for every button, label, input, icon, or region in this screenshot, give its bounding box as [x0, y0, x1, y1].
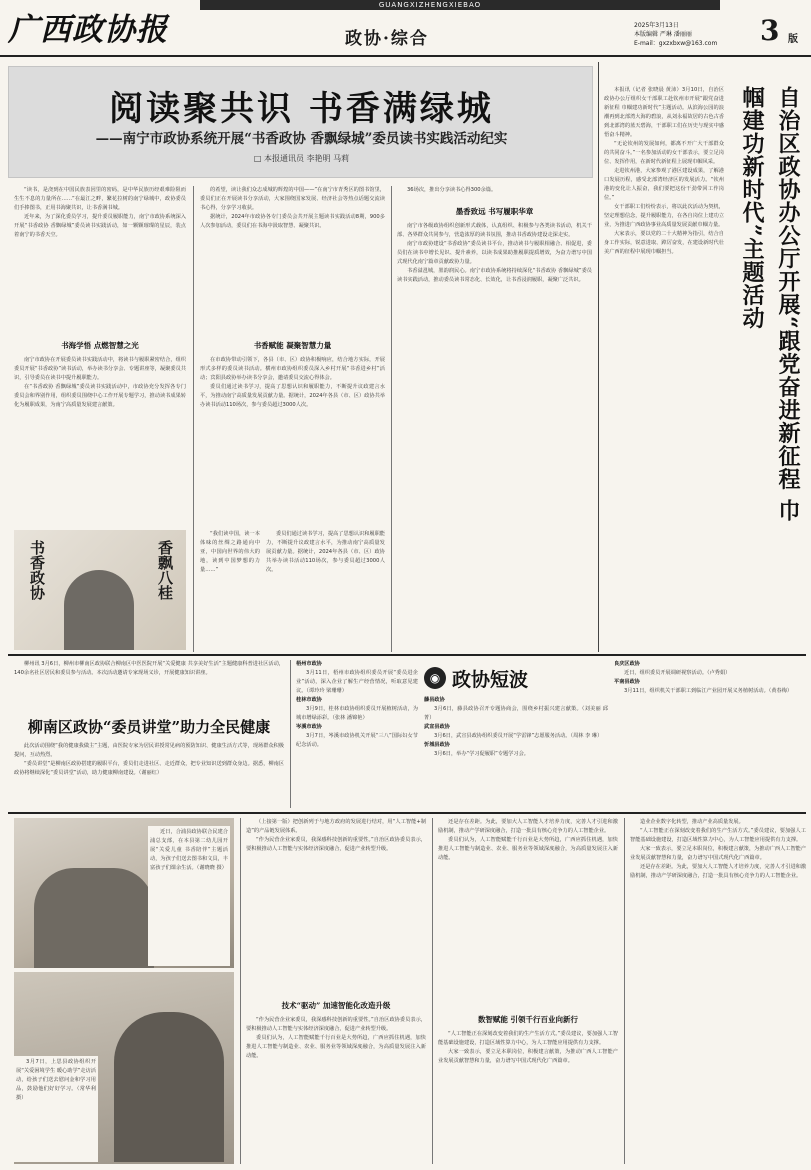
paragraph: 大家一致表示，要立足本职岗位，积极建言献策，为推动广西人工智能产业发展贡献智慧和力量，奋力谱写中国式现代化广西篇章。: [630, 846, 806, 861]
photo-people: [114, 1012, 224, 1162]
photo-group: [34, 868, 154, 968]
brief-col2: [424, 696, 608, 806]
brief-text: 3月7日，岑溪市政协机关开展“三八”国际妇女节纪念活动。: [296, 733, 418, 748]
briefs-title: 政协短波: [452, 668, 529, 691]
lead-photo-side-text: [200, 530, 260, 650]
lead-title-banner: [8, 66, 593, 178]
paragraph: “人工智能正在深刻改变着我们的生产生活方式。”委员建议，要加强人工智能基础设施建设，打造区域性算力中心，为人工智能应用提供有力支撑。: [438, 1031, 618, 1046]
photo-caption: 近日，合浦县政协联合民建合浦总支部，在本县第二幼儿园开展“关爱儿童 书香陪伴”主题活动，为孩子们送去图书和文具，丰富孩子们课余生活。（谢晓晓 摄）: [150, 829, 228, 871]
lead-heading-2: 书香赋能 凝聚智慧力量: [253, 341, 332, 350]
paragraph: 据统计，2024年市政协各专门委员会共开展主题读书实践活动8期，900多人次参加活动，委员们在书海中汲取智慧、凝聚共识。: [200, 214, 385, 229]
column-divider: [240, 818, 241, 1164]
briefs-title-box: [424, 664, 604, 692]
page-editor: 本版编辑 严琳 潘丽丽: [634, 31, 692, 38]
lead-col2-text: [200, 186, 385, 306]
brief-col3: [614, 660, 806, 806]
brief-text: 3月9日，桂林市政协组织委员开展植树活动，为城市增绿添彩。（张林 潘锦艳）: [296, 706, 418, 721]
photo-calligraphy-right: 香飘八桂: [156, 540, 174, 600]
paragraph: “读书，是浇到在中国民族表因里的密码，是中华民族历经艰难险阻而生生不息的力量所在……”在最江之畔，繁花拉树的南宁绿城中，政协委员们手捧图书，正用书海聚共识，让书香满书城。: [14, 187, 186, 211]
brief-head: 桂林市政协: [296, 697, 322, 703]
brief-text: 近日，组织委员开展调研视察活动。（卢秀娟）: [624, 670, 731, 676]
brief-head: 良庆区政协: [614, 661, 640, 667]
lead-title: 阅读聚共识 书香满绿城: [109, 89, 494, 129]
lower-col3-text: [630, 818, 806, 1164]
column-divider: [624, 818, 625, 1164]
paragraph: 委员们通过读书学习，提高了思想认识和履职能力，不断提升议政建言水平，为推动南宁高质量发展贡献力量。据统计，2024年各县（市、区）政协共举办读书活动110场次，参与委员超过3000人次。: [266, 531, 385, 573]
paragraph: 书香溢邕城，墨韵润民心。南宁市政协系统将持续深化“书香政协 香飘绿城”委员读书实践活动，推动委员读书常态化、长效化，让书香浸润履职，凝聚广泛共识。: [397, 268, 592, 283]
paragraph: “无论钦州的发展如何，都离不开广大干部群众的共同奋斗。”一名参加活动的女干部表示，要立足岗位、发挥作用，在新时代新征程上展现巾帼风采。: [604, 141, 724, 165]
lead-heading-1: 书海学悟 点燃智慧之光: [61, 341, 139, 350]
lead-photo: [14, 530, 186, 650]
lead-col3-text: [397, 186, 592, 202]
photo-caption: 3月7日，上思县政协组织开展“关爱困境学生 暖心助学”走访活动，给孩子们送去慰问金和学习用品，鼓励他们好好学习。（常华利 摄）: [16, 1059, 96, 1101]
paragraph: 女干部职工们纷纷表示，将以此次活动为契机，坚定理想信念，提升履职能力，在各自岗位上建功立业，为推进广西政协事业高质量发展贡献巾帼力量。: [604, 204, 724, 228]
photo-figure: [64, 570, 134, 650]
paragraph: 造业企业数字化转型，推动产业高质量发展。: [640, 819, 744, 825]
section-title: 政协·综合: [345, 29, 429, 49]
lead-col2b-text: [200, 356, 385, 526]
lead-heading-3: 墨香致远 书写履职华章: [455, 207, 534, 216]
lead-col2c-text: [266, 530, 385, 650]
section-rule: [8, 654, 806, 656]
paragraph: 此次活动围绕“我的健康我做主”主题，由医院专家为居民讲授常见病的预防知识、健康生活方式等，现场群众积极提问，互动热烈。: [14, 743, 284, 758]
paragraph: “作为民营企业家委员，我深感科技创新的重要性。”自治区政协委员表示，要积极推动人工智能与实体经济深度融合，促进产业转型升级。: [246, 837, 426, 852]
brief-text: 3月11日，梧州市政协组织委员开展“委员进企业”活动，深入企业了解生产经营情况，听取意见建议。（谭玲玲 梁珊珊）: [296, 670, 418, 694]
column-divider: [432, 818, 433, 1164]
column-divider: [290, 660, 291, 808]
paragraph: 南宁市各级政协组织创新形式载体，认真组织、积极参与各类读书活动，机关干部、各界群众共同参与，营造浓厚的读书氛围，推动书香政协建设走深走实。: [397, 223, 592, 238]
liuzhou-text-top: [14, 660, 284, 706]
lead-col1b-text: [14, 356, 186, 526]
brief-head: 平南县政协: [614, 679, 640, 685]
brief-head: 梧州市政协: [296, 661, 322, 667]
paragraph: 的希望，读让我们众志成城的辉煌的中国——”在南宁市青秀区的图书馆里，委员们正在开展读书分享活动，大家围绕国家发展、经济社会等热点话题交流读书心得，分享学习收获。: [200, 187, 385, 211]
paragraph: 委员们认为，人工智能赋能千行百业是大势所趋，广西应抓住机遇，加快推进人工智能与制造业、农业、服务业等领域深度融合，为高质量发展注入新动能。: [246, 1035, 426, 1059]
paragraph: “我们读中国，读一本体味的丝绸之路通向中亚，中国向世界的伟大的地，读到中国梦想的力量……”: [200, 531, 260, 573]
paragraph: “委员讲堂”是柳南区政协搭建的履职平台，委员们走进社区、走近群众，把专业知识送到群众身边。据悉，柳南区政协将继续深化“委员讲堂”活动，助力健康柳南建设。（谢丽红）: [14, 761, 284, 776]
column-divider: [193, 186, 194, 652]
lower-col2-text: [438, 818, 618, 1010]
paragraph: 南宁市政协建设“书香政协”委员读书平台，推动读书与履职相融合、相促进，委员们在读书中增长见识、提升素养，以读书成果助推履职提质增效，为奋力谱写中国式现代化南宁篇章贡献政协力量。: [397, 241, 592, 265]
broadcast-icon: ◉: [424, 667, 446, 689]
paragraph: 在市政协带动引领下，各县（市、区）政协积极响应，结合地方实际，开展形式多样的委员读书活动。横州市政协组织委员深入乡村开展“书香进乡村”活动；宾阳县政协举办读书分享会，邀请委员交流心得体会。: [200, 357, 385, 381]
brief-text: 3月11日，组织机关干部职工到临江产业园开展义务植树活动。（黄春梅）: [624, 688, 793, 694]
lead-col3b-text: [397, 222, 592, 650]
paragraph: 大家表示，要以党的二十大精神为指引，结合自身工作实际，锐意进取、踔厉奋发，在建设新时代壮美广西的征程中展现巾帼担当。: [604, 231, 724, 255]
paragraph: 委员们通过读书学习，提高了思想认识和履职能力，不断提升议政建言水平，为推动南宁高质量发展贡献力量。据统计，2024年各县（市、区）政协共举办读书活动110场次，参与委员超过3000人次。: [200, 384, 385, 408]
brief-head: 岑溪市政协: [296, 724, 322, 730]
pinyin-title: GUANGXIZHENGXIEBAO: [378, 1, 482, 9]
brief-text: 3月6日，举办“学习促履职”专题学习会。: [434, 751, 529, 757]
lower-heading-2: 数智赋能 引领千行百业向新行: [477, 1015, 579, 1024]
brief-head: 忻城县政协: [424, 742, 450, 748]
section-divider: [598, 62, 599, 652]
lead-col1-text: [14, 186, 186, 316]
paragraph: 委员们认为，人工智能赋能千行百业是大势所趋，广西应抓住机遇，加快推进人工智能与制造业、农业、服务业等领域深度融合，为高质量发展注入新动能。: [438, 837, 618, 861]
children-photo-caption: [148, 826, 230, 966]
paragraph: 走进钦州港，大家参观了港区建设成果，了解港口发展历程，感受北部湾经济区的发展活力。“钦州港的变化让人振奋，我们要把这份干劲带回工作岗位。”: [604, 168, 724, 201]
editor-email: E-mail：gxzxbxw@163.com: [634, 40, 718, 47]
page-unit: 版: [788, 34, 798, 45]
paragraph: 柳州讯 3月6日，柳州市柳南区政协联合柳南区中医医院开展“关爱健康 共享美好生活”主题健康科普进社区活动，140余名社区居民和委员参与活动。本次活动邀请专家现场义诊，开展健康知识讲座。: [14, 661, 284, 676]
liuzhou-text-bottom: [14, 742, 284, 804]
paragraph: 36场次，推出分享读书心得300余篇。: [407, 187, 497, 193]
masthead-rule: [0, 55, 811, 57]
feature-body: [604, 86, 724, 650]
section-rule: [8, 812, 806, 814]
lead-subtitle: ——南宁市政协系统开展“书香政协 香飘绿城”委员读书实践活动纪实: [95, 131, 508, 147]
feature-title: 自治区政协办公厅开展“跟党奋进新征程 巾帼建功新时代”主题活动: [739, 86, 801, 523]
lower-heading-1: 技术“驱动” 加速智能化改造升级: [281, 1001, 391, 1010]
issue-date: 2025年3月13日: [634, 22, 679, 29]
paper-name-logo: 广西政协报: [8, 12, 168, 48]
lead-byline: □ 本报通讯员 李艳明 马莉: [253, 154, 350, 163]
visit-photo-caption: [14, 1056, 98, 1162]
brief-head: 武宣县政协: [424, 724, 450, 730]
paragraph: “作为民营企业家委员，我深感科技创新的重要性。”自治区政协委员表示，要积极推动人工智能与实体经济深度融合，促进产业转型升级。: [246, 1017, 426, 1032]
liuzhou-title: 柳南区政协“委员讲堂”助力全民健康: [27, 718, 271, 736]
brief-text: 3月6日，藤县政协召开专题协商会，围绕乡村振兴建言献策。（刘美丽 邱菁）: [424, 706, 608, 721]
lower-col1-text: [246, 818, 426, 993]
lower-col2b-text: [438, 1030, 618, 1164]
photo-calligraphy-left: 书香政协: [28, 540, 46, 600]
paragraph: （上接第一版）把创新列于与地方政府的发展进行结对，用“人工智能+制造”的产品链发展体系。: [246, 819, 426, 834]
lower-col1b-text: [246, 1016, 426, 1164]
paragraph: “人工智能正在深刻改变着我们的生产生活方式。”委员建议，要加强人工智能基础设施建设，打造区域性算力中心，为人工智能应用提供有力支撑。: [630, 828, 806, 843]
masthead: [0, 0, 811, 58]
paragraph: 南宁市政协在开展委员读书实践活动中，将读书与履职紧密结合，组织委员开展“书香政协”读书活动，举办读书分享会、专题讲座等，凝聚委员共识，引导委员在读书中提升履职能力。: [14, 357, 186, 381]
briefs-block: [296, 660, 806, 808]
paragraph: 近年来，为了深化委员学习，提升委员履职能力，南宁市政协系统深入开展“书香政协 香飘绿城”委员读书实践活动，如一颗颗璀璨的星辰，装点着南宁的书香天空。: [14, 214, 186, 238]
brief-head: 藤县政协: [424, 697, 445, 703]
paragraph: 大家一致表示，要立足本职岗位，积极建言献策，为推动广西人工智能产业发展贡献智慧和力量，奋力谱写中国式现代化广西篇章。: [438, 1049, 618, 1064]
paragraph: 还是存在差距。为此，要加大人工智能人才培养力度，完善人才引进和激励机制，推动产学研深度融合，打造一批具有核心竞争力的人工智能企业。: [630, 864, 806, 879]
paragraph: 还是存在差距。为此，要加大人工智能人才培养力度，完善人才引进和激励机制，推动产学研深度融合，打造一批具有核心竞争力的人工智能企业。: [438, 819, 618, 834]
brief-col1: [296, 660, 418, 806]
paragraph: 本报讯（记者 张晓晨 黄沛）3月10日，自治区政协办公厅组织女干部职工赴钦州市开展“跟党奋进新征程 巾帼建功新时代”主题活动。从滨海公园的浪潮再到北部湾大海的碧浪，从刘永福故居的古色古香到北部湾的蓝天碧海，干部职工们在历史与现实中感悟奋斗精神。: [604, 87, 724, 138]
brief-text: 3月6日，武宣县政协组织委员开展“学雷锋”志愿服务活动。（周林 李 琳）: [434, 733, 603, 739]
column-divider: [391, 186, 392, 652]
page-number: 3: [760, 14, 780, 47]
paragraph: 在“书香政协 香飘绿城”委员读书实践活动中，市政协充分发挥各专门委员会和界别作用，组织委员围绕中心工作开展专题学习，推动读书成果转化为履职成果，为南宁高质量发展建言献策。: [14, 384, 186, 408]
